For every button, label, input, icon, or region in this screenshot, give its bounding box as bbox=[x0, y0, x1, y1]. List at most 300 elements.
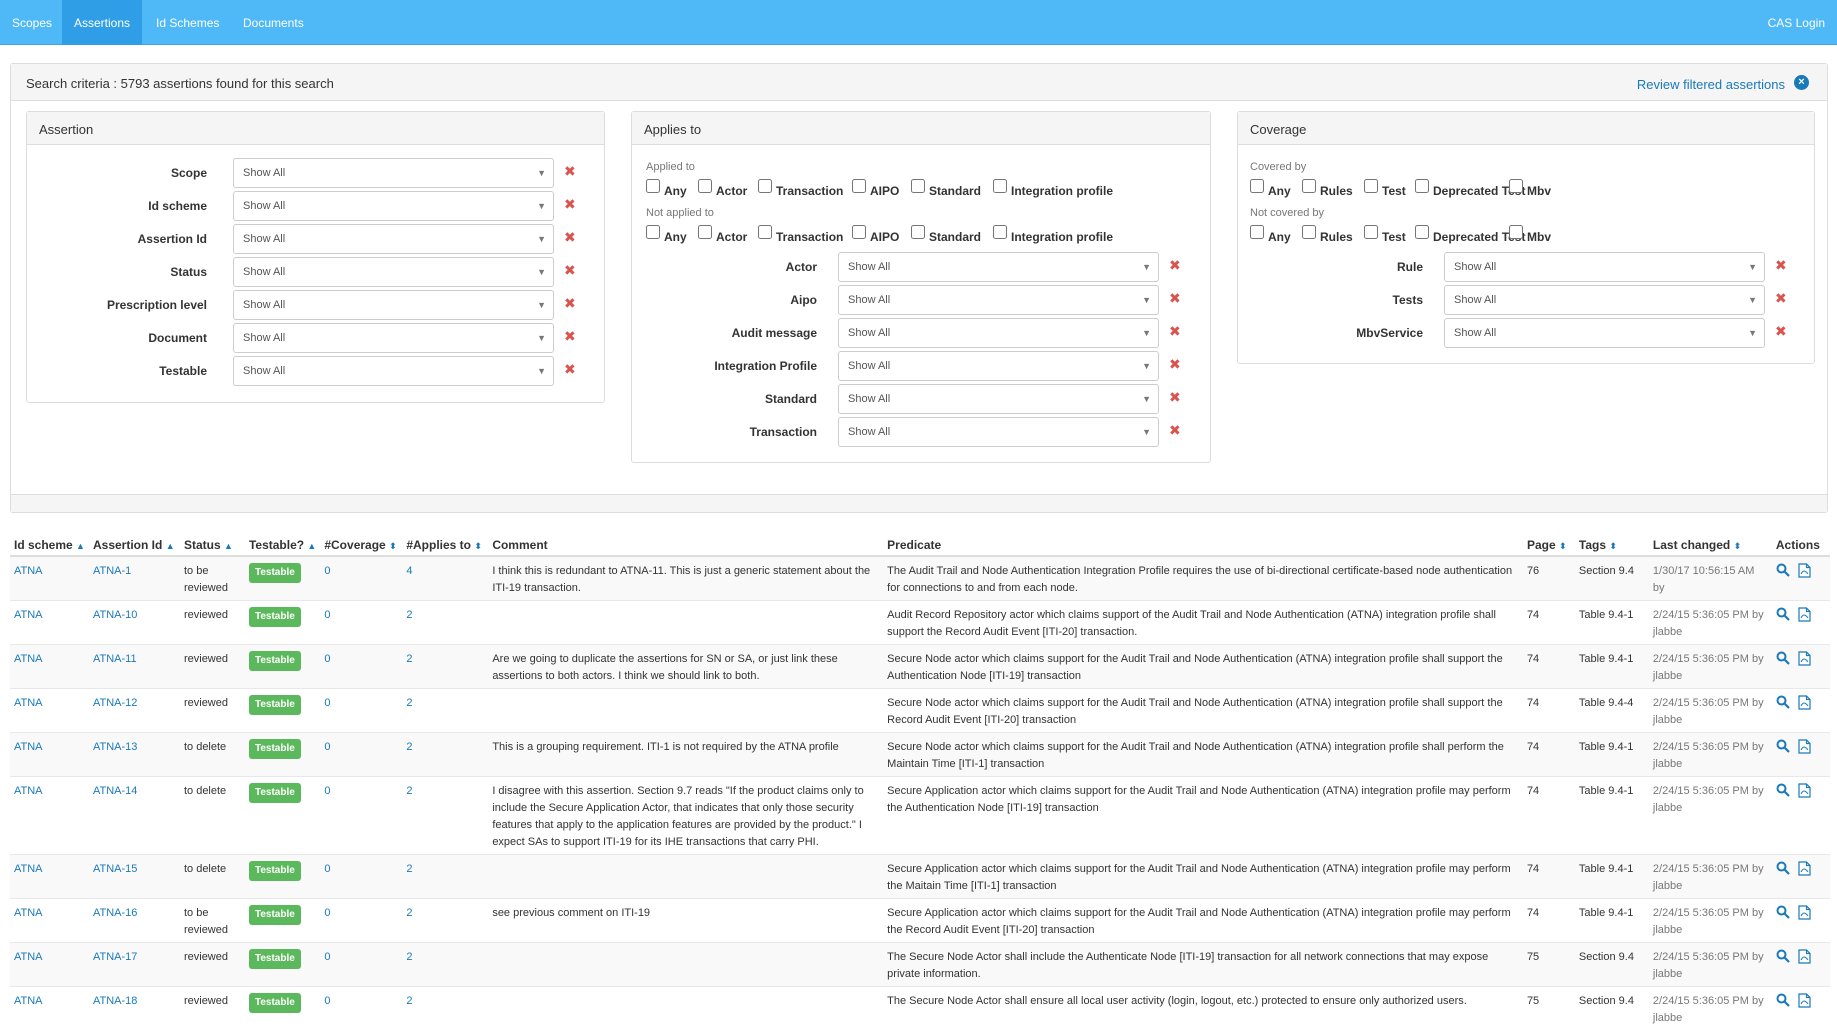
pdf-document-icon[interactable] bbox=[1798, 993, 1814, 1009]
checkbox-label: Actor bbox=[716, 230, 747, 244]
cell-id-scheme-link[interactable]: ATNA bbox=[14, 741, 43, 753]
table-cell bbox=[245, 987, 320, 1030]
view-search-icon[interactable] bbox=[1776, 563, 1792, 579]
checkbox-label: Rules bbox=[1320, 184, 1353, 198]
checkbox-input[interactable] bbox=[758, 179, 772, 193]
view-search-icon[interactable] bbox=[1776, 739, 1792, 755]
assertion-panel-title: Assertion bbox=[39, 122, 93, 137]
cell-status: reviewed bbox=[184, 951, 228, 963]
nav-scopes[interactable]: Scopes bbox=[0, 0, 64, 45]
checkbox-input[interactable] bbox=[852, 225, 866, 239]
cell-predicate: Secure Node actor which claims support for the Audit Trail and Node Authentication (ATNA) integration profile shall support the Record Audit Event [ITI-20] transaction bbox=[887, 697, 1503, 726]
cell-applies-link[interactable]: 2 bbox=[406, 697, 412, 709]
view-search-icon[interactable] bbox=[1776, 783, 1792, 799]
cell-tags: Table 9.4-4 bbox=[1579, 697, 1633, 709]
cell-assertion-id-link[interactable]: ATNA-10 bbox=[93, 609, 137, 621]
cell-page: 74 bbox=[1527, 697, 1539, 709]
clear-filter-icon[interactable]: ✖ bbox=[1775, 290, 1787, 307]
applies-to-filter-panel bbox=[631, 111, 1211, 463]
filter-select-document[interactable] bbox=[233, 323, 554, 353]
table-row bbox=[10, 899, 1830, 943]
clear-filter-icon[interactable]: ✖ bbox=[1169, 290, 1181, 307]
table-cell bbox=[488, 645, 883, 689]
sort-both-icon: ⬍ bbox=[1734, 541, 1742, 551]
cell-assertion-id-link[interactable]: ATNA-1 bbox=[93, 565, 131, 577]
table-cell bbox=[1649, 987, 1772, 1030]
table-cell bbox=[1649, 689, 1772, 733]
checkbox-input[interactable] bbox=[911, 225, 925, 239]
col-header-page[interactable]: Page ⬍ bbox=[1523, 532, 1575, 556]
table-cell bbox=[89, 689, 180, 733]
cell-last-changed: 2/24/15 5:36:05 PM by jlabbe bbox=[1653, 995, 1764, 1024]
col-header-testable[interactable]: Testable? ▲ bbox=[245, 532, 320, 556]
table-cell bbox=[180, 556, 245, 601]
table-cell bbox=[1575, 855, 1649, 899]
col-header-assertion-id[interactable]: Assertion Id ▲ bbox=[89, 532, 180, 556]
filter-label-id-scheme: Id scheme bbox=[37, 199, 207, 213]
cell-assertion-id-link[interactable]: ATNA-15 bbox=[93, 863, 137, 875]
checkbox-label: Any bbox=[1268, 184, 1291, 198]
cell-coverage-link[interactable]: 0 bbox=[324, 741, 330, 753]
filter-select-aipo[interactable] bbox=[838, 285, 1159, 315]
table-cell bbox=[1523, 689, 1575, 733]
filter-label-assertion-id: Assertion Id bbox=[37, 232, 207, 246]
filter-select-integration-profile[interactable] bbox=[838, 351, 1159, 381]
checkbox-label: Standard bbox=[929, 184, 981, 198]
checkbox-input[interactable] bbox=[1415, 179, 1429, 193]
cell-coverage-link[interactable]: 0 bbox=[324, 697, 330, 709]
pdf-document-icon[interactable] bbox=[1798, 695, 1814, 711]
cell-applies-link[interactable]: 2 bbox=[406, 995, 412, 1007]
chevron-down-icon: ▼ bbox=[1142, 385, 1151, 413]
clear-filter-icon[interactable]: ✖ bbox=[564, 361, 576, 378]
table-cell bbox=[1523, 943, 1575, 987]
filter-select-status[interactable] bbox=[233, 257, 554, 287]
table-cell bbox=[883, 855, 1523, 899]
filter-select-transaction[interactable] bbox=[838, 417, 1159, 447]
clear-filter-icon[interactable]: ✖ bbox=[1169, 257, 1181, 274]
checkbox-label: Test bbox=[1382, 184, 1406, 198]
testable-badge: Testable bbox=[249, 695, 301, 715]
checkbox-label: Mbv bbox=[1527, 184, 1551, 198]
cell-assertion-id-link[interactable]: ATNA-14 bbox=[93, 785, 137, 797]
cell-applies-link[interactable]: 2 bbox=[406, 863, 412, 875]
chevron-down-icon: ▼ bbox=[1748, 286, 1757, 314]
cell-assertion-id-link[interactable]: ATNA-16 bbox=[93, 907, 137, 919]
checkbox-input[interactable] bbox=[1250, 225, 1264, 239]
actions-cell bbox=[1772, 601, 1830, 645]
chevron-down-icon: ▼ bbox=[537, 159, 546, 187]
table-cell bbox=[10, 987, 89, 1030]
table-cell bbox=[245, 733, 320, 777]
cell-coverage-link[interactable]: 0 bbox=[324, 785, 330, 797]
table-cell bbox=[245, 855, 320, 899]
table-header-row bbox=[10, 532, 1830, 556]
table-cell bbox=[402, 987, 488, 1030]
select-value: Show All bbox=[243, 365, 285, 377]
checkbox-label: AIPO bbox=[870, 184, 899, 198]
clear-filter-icon[interactable]: ✖ bbox=[564, 295, 576, 312]
cell-id-scheme-link[interactable]: ATNA bbox=[14, 863, 43, 875]
cell-last-changed: 2/24/15 5:36:05 PM by jlabbe bbox=[1653, 653, 1764, 682]
table-cell bbox=[1523, 987, 1575, 1030]
cell-coverage-link[interactable]: 0 bbox=[324, 565, 330, 577]
table-row bbox=[10, 733, 1830, 777]
cell-applies-link[interactable]: 4 bbox=[406, 565, 412, 577]
review-filtered-assertions-link[interactable]: Review filtered assertions bbox=[1637, 77, 1785, 92]
table-cell bbox=[180, 855, 245, 899]
nav-id-schemes[interactable]: Id Schemes bbox=[144, 0, 231, 45]
applies-panel-title: Applies to bbox=[644, 122, 701, 137]
select-value: Show All bbox=[848, 294, 890, 306]
col-header-coverage[interactable]: #Coverage ⬍ bbox=[320, 532, 402, 556]
chevron-down-icon: ▼ bbox=[537, 192, 546, 220]
cell-tags: Section 9.4 bbox=[1579, 565, 1634, 577]
table-cell bbox=[488, 689, 883, 733]
select-value: Show All bbox=[1454, 327, 1496, 339]
table-cell bbox=[89, 645, 180, 689]
cell-comment: This is a grouping requirement. ITI-1 is not required by the ATNA profile bbox=[492, 741, 838, 753]
not-covered-by-label: Not covered by bbox=[1250, 207, 1324, 219]
clear-filter-icon[interactable]: ✖ bbox=[564, 262, 576, 279]
cell-coverage-link[interactable]: 0 bbox=[324, 951, 330, 963]
filter-label-mbvservice: MbvService bbox=[1248, 326, 1423, 340]
table-cell bbox=[10, 943, 89, 987]
assertion-filter-panel bbox=[26, 111, 605, 403]
filter-select-audit-message[interactable] bbox=[838, 318, 1159, 348]
clear-filter-icon[interactable]: ✖ bbox=[1169, 389, 1181, 406]
select-value: Show All bbox=[243, 233, 285, 245]
chevron-down-icon: ▼ bbox=[537, 225, 546, 253]
actions-cell bbox=[1772, 689, 1830, 733]
table-cell bbox=[1575, 689, 1649, 733]
checkbox-input[interactable] bbox=[698, 225, 712, 239]
checkbox-label: Any bbox=[1268, 230, 1291, 244]
testable-badge: Testable bbox=[249, 905, 301, 925]
checkbox-input[interactable] bbox=[993, 179, 1007, 193]
cell-applies-link[interactable]: 2 bbox=[406, 741, 412, 753]
col-header-predicate: Predicate bbox=[883, 532, 1523, 556]
table-cell bbox=[1649, 601, 1772, 645]
table-cell bbox=[402, 689, 488, 733]
table-cell bbox=[488, 987, 883, 1030]
checkbox-label: Any bbox=[664, 184, 687, 198]
cell-status: reviewed bbox=[184, 653, 228, 665]
filter-select-tests[interactable] bbox=[1444, 285, 1765, 315]
checkbox-input[interactable] bbox=[1364, 225, 1378, 239]
sort-asc-icon: ▲ bbox=[166, 541, 175, 551]
pdf-document-icon[interactable] bbox=[1798, 905, 1814, 921]
table-cell bbox=[180, 943, 245, 987]
chevron-down-icon: ▼ bbox=[1748, 319, 1757, 347]
cell-assertion-id-link[interactable]: ATNA-13 bbox=[93, 741, 137, 753]
select-value: Show All bbox=[243, 167, 285, 179]
table-row bbox=[10, 987, 1830, 1030]
chevron-down-icon: ▼ bbox=[1142, 352, 1151, 380]
table-cell bbox=[10, 556, 89, 601]
cell-id-scheme-link[interactable]: ATNA bbox=[14, 697, 43, 709]
view-search-icon[interactable] bbox=[1776, 905, 1792, 921]
close-circle-icon[interactable]: × bbox=[1794, 75, 1809, 90]
cell-id-scheme-link[interactable]: ATNA bbox=[14, 907, 43, 919]
checkbox-input[interactable] bbox=[1509, 225, 1523, 239]
pdf-document-icon[interactable] bbox=[1798, 949, 1814, 965]
table-cell bbox=[1649, 733, 1772, 777]
table-cell bbox=[89, 855, 180, 899]
cell-assertion-id-link[interactable]: ATNA-12 bbox=[93, 697, 137, 709]
table-cell bbox=[320, 855, 402, 899]
cell-tags: Section 9.4 bbox=[1579, 995, 1634, 1007]
checkbox-input[interactable] bbox=[852, 179, 866, 193]
checkbox-input[interactable] bbox=[758, 225, 772, 239]
filter-label-actor: Actor bbox=[642, 260, 817, 274]
checkbox-input[interactable] bbox=[1302, 225, 1316, 239]
cell-status: reviewed bbox=[184, 995, 228, 1007]
cas-login-link[interactable]: CAS Login bbox=[1760, 0, 1833, 45]
cell-page: 74 bbox=[1527, 653, 1539, 665]
cell-page: 74 bbox=[1527, 907, 1539, 919]
cell-coverage-link[interactable]: 0 bbox=[324, 907, 330, 919]
actions-cell bbox=[1772, 556, 1830, 601]
filter-select-rule[interactable] bbox=[1444, 252, 1765, 282]
table-cell bbox=[402, 645, 488, 689]
table-cell bbox=[89, 899, 180, 943]
filter-label-status: Status bbox=[37, 265, 207, 279]
filter-select-actor[interactable] bbox=[838, 252, 1159, 282]
checkbox-input[interactable] bbox=[1364, 179, 1378, 193]
cell-page: 75 bbox=[1527, 995, 1539, 1007]
col-header-comment: Comment bbox=[488, 532, 883, 556]
filter-label-audit-message: Audit message bbox=[642, 326, 817, 340]
pdf-document-icon[interactable] bbox=[1798, 783, 1814, 799]
cell-id-scheme-link[interactable]: ATNA bbox=[14, 609, 43, 621]
table-cell bbox=[320, 556, 402, 601]
checkbox-input[interactable] bbox=[646, 225, 660, 239]
clear-filter-icon[interactable]: ✖ bbox=[564, 196, 576, 213]
actions-cell bbox=[1772, 777, 1830, 855]
pdf-document-icon[interactable] bbox=[1798, 651, 1814, 667]
cell-applies-link[interactable]: 2 bbox=[406, 907, 412, 919]
chevron-down-icon: ▼ bbox=[537, 357, 546, 385]
filter-select-testable[interactable] bbox=[233, 356, 554, 386]
filter-select-id-scheme[interactable] bbox=[233, 191, 554, 221]
checkbox-input[interactable] bbox=[646, 179, 660, 193]
filter-select-prescription-level[interactable] bbox=[233, 290, 554, 320]
table-cell bbox=[89, 777, 180, 855]
cell-page: 74 bbox=[1527, 741, 1539, 753]
pdf-document-icon[interactable] bbox=[1798, 607, 1814, 623]
cell-last-changed: 2/24/15 5:36:05 PM by jlabbe bbox=[1653, 863, 1764, 892]
table-cell bbox=[402, 556, 488, 601]
col-header-actions: Actions bbox=[1772, 532, 1830, 556]
table-cell bbox=[1649, 855, 1772, 899]
cell-id-scheme-link[interactable]: ATNA bbox=[14, 785, 43, 797]
table-cell bbox=[320, 943, 402, 987]
clear-filter-icon[interactable]: ✖ bbox=[1169, 356, 1181, 373]
filter-select-mbvservice[interactable] bbox=[1444, 318, 1765, 348]
applied-to-label: Applied to bbox=[646, 161, 695, 173]
cell-id-scheme-link[interactable]: ATNA bbox=[14, 995, 43, 1007]
filter-select-standard[interactable] bbox=[838, 384, 1159, 414]
filter-select-assertion-id[interactable] bbox=[233, 224, 554, 254]
table-cell bbox=[883, 733, 1523, 777]
view-search-icon[interactable] bbox=[1776, 695, 1792, 711]
table-cell bbox=[10, 777, 89, 855]
checkbox-input[interactable] bbox=[911, 179, 925, 193]
filter-label-aipo: Aipo bbox=[642, 293, 817, 307]
checkbox-input[interactable] bbox=[993, 225, 1007, 239]
select-value: Show All bbox=[243, 200, 285, 212]
cell-applies-link[interactable]: 2 bbox=[406, 653, 412, 665]
table-cell bbox=[402, 777, 488, 855]
cell-predicate: Secure Node actor which claims support for the Audit Trail and Node Authentication (ATNA) integration profile shall support the Authentication Node [ITI-19] transaction bbox=[887, 653, 1503, 682]
cell-assertion-id-link[interactable]: ATNA-18 bbox=[93, 995, 137, 1007]
checkbox-input[interactable] bbox=[698, 179, 712, 193]
view-search-icon[interactable] bbox=[1776, 607, 1792, 623]
cell-id-scheme-link[interactable]: ATNA bbox=[14, 951, 43, 963]
filter-label-standard: Standard bbox=[642, 392, 817, 406]
select-value: Show All bbox=[243, 299, 285, 311]
assertion-panel-header bbox=[27, 112, 604, 145]
checkbox-input[interactable] bbox=[1509, 179, 1523, 193]
table-cell bbox=[488, 556, 883, 601]
chevron-down-icon: ▼ bbox=[537, 291, 546, 319]
cell-last-changed: 2/24/15 5:36:05 PM by jlabbe bbox=[1653, 785, 1764, 814]
cell-last-changed: 2/24/15 5:36:05 PM by jlabbe bbox=[1653, 907, 1764, 936]
cell-coverage-link[interactable]: 0 bbox=[324, 995, 330, 1007]
cell-coverage-link[interactable]: 0 bbox=[324, 653, 330, 665]
cell-coverage-link[interactable]: 0 bbox=[324, 863, 330, 875]
checkbox-label: Any bbox=[664, 230, 687, 244]
table-cell bbox=[10, 899, 89, 943]
table-cell bbox=[1575, 987, 1649, 1030]
view-search-icon[interactable] bbox=[1776, 861, 1792, 877]
col-header-tags[interactable]: Tags ⬍ bbox=[1575, 532, 1649, 556]
table-cell bbox=[89, 556, 180, 601]
view-search-icon[interactable] bbox=[1776, 651, 1792, 667]
cell-applies-link[interactable]: 2 bbox=[406, 785, 412, 797]
cell-id-scheme-link[interactable]: ATNA bbox=[14, 653, 43, 665]
chevron-down-icon: ▼ bbox=[1748, 253, 1757, 281]
table-cell bbox=[320, 987, 402, 1030]
actions-cell bbox=[1772, 733, 1830, 777]
select-value: Show All bbox=[243, 332, 285, 344]
nav-assertions[interactable]: Assertions bbox=[62, 0, 142, 45]
view-search-icon[interactable] bbox=[1776, 993, 1792, 1009]
table-cell bbox=[180, 689, 245, 733]
cell-comment: I think this is redundant to ATNA-11. This is just a generic statement about the ITI-19 transaction. bbox=[492, 565, 870, 594]
table-cell bbox=[883, 777, 1523, 855]
table-cell bbox=[402, 601, 488, 645]
chevron-down-icon: ▼ bbox=[1142, 319, 1151, 347]
clear-filter-icon[interactable]: ✖ bbox=[1775, 257, 1787, 274]
actions-cell bbox=[1772, 987, 1830, 1030]
actions-cell bbox=[1772, 899, 1830, 943]
cell-page: 75 bbox=[1527, 951, 1539, 963]
filter-label-scope: Scope bbox=[37, 166, 207, 180]
clear-filter-icon[interactable]: ✖ bbox=[1169, 422, 1181, 439]
clear-filter-icon[interactable]: ✖ bbox=[564, 229, 576, 246]
view-search-icon[interactable] bbox=[1776, 949, 1792, 965]
cell-last-changed: 1/30/17 10:56:15 AM by bbox=[1653, 565, 1755, 594]
col-header-last-changed[interactable]: Last changed ⬍ bbox=[1649, 532, 1772, 556]
cell-assertion-id-link[interactable]: ATNA-17 bbox=[93, 951, 137, 963]
cell-applies-link[interactable]: 2 bbox=[406, 609, 412, 621]
clear-filter-icon[interactable]: ✖ bbox=[564, 328, 576, 345]
pdf-document-icon[interactable] bbox=[1798, 739, 1814, 755]
table-cell bbox=[320, 733, 402, 777]
table-cell bbox=[10, 689, 89, 733]
select-value: Show All bbox=[848, 426, 890, 438]
cell-tags: Table 9.4-1 bbox=[1579, 741, 1633, 753]
cell-comment: see previous comment on ITI-19 bbox=[492, 907, 650, 919]
filter-label-integration-profile: Integration Profile bbox=[642, 359, 817, 373]
table-cell bbox=[245, 899, 320, 943]
table-cell bbox=[402, 733, 488, 777]
checkbox-label: Integration profile bbox=[1011, 230, 1113, 244]
search-criteria-panel bbox=[10, 63, 1828, 513]
pdf-document-icon[interactable] bbox=[1798, 861, 1814, 877]
table-cell bbox=[488, 733, 883, 777]
checkbox-label: Actor bbox=[716, 184, 747, 198]
cell-id-scheme-link[interactable]: ATNA bbox=[14, 565, 43, 577]
cell-predicate: Secure Application actor which claims support for the Audit Trail and Node Authentication (ATNA) integration profile may perform the Maitain Time [ITI-1] transaction bbox=[887, 863, 1510, 892]
checkbox-input[interactable] bbox=[1415, 225, 1429, 239]
clear-filter-icon[interactable]: ✖ bbox=[1775, 323, 1787, 340]
cell-last-changed: 2/24/15 5:36:05 PM by jlabbe bbox=[1653, 697, 1764, 726]
table-cell bbox=[10, 601, 89, 645]
table-cell bbox=[180, 899, 245, 943]
checkbox-label: Deprecated Test bbox=[1433, 184, 1525, 198]
checkbox-label: Rules bbox=[1320, 230, 1353, 244]
sort-asc-icon: ▲ bbox=[224, 541, 233, 551]
cell-page: 76 bbox=[1527, 565, 1539, 577]
search-panel-footer bbox=[11, 494, 1827, 512]
checkbox-label: Mbv bbox=[1527, 230, 1551, 244]
table-cell bbox=[320, 777, 402, 855]
table-cell bbox=[883, 899, 1523, 943]
table-cell bbox=[180, 777, 245, 855]
select-value: Show All bbox=[1454, 294, 1496, 306]
table-cell bbox=[1575, 777, 1649, 855]
nav-documents[interactable]: Documents bbox=[231, 0, 316, 45]
col-header-status[interactable]: Status ▲ bbox=[180, 532, 245, 556]
cell-applies-link[interactable]: 2 bbox=[406, 951, 412, 963]
cell-status: to be reviewed bbox=[184, 565, 228, 594]
table-cell bbox=[89, 733, 180, 777]
table-cell bbox=[10, 855, 89, 899]
clear-filter-icon[interactable]: ✖ bbox=[564, 163, 576, 180]
pdf-document-icon[interactable] bbox=[1798, 563, 1814, 579]
select-value: Show All bbox=[848, 393, 890, 405]
table-cell bbox=[1523, 733, 1575, 777]
cell-coverage-link[interactable]: 0 bbox=[324, 609, 330, 621]
assertions-table bbox=[10, 532, 1830, 1030]
table-cell bbox=[245, 601, 320, 645]
table-row bbox=[10, 645, 1830, 689]
table-row bbox=[10, 777, 1830, 855]
cell-status: reviewed bbox=[184, 609, 228, 621]
checkbox-input[interactable] bbox=[1250, 179, 1264, 193]
table-cell bbox=[1575, 899, 1649, 943]
cell-assertion-id-link[interactable]: ATNA-11 bbox=[93, 653, 137, 665]
clear-filter-icon[interactable]: ✖ bbox=[1169, 323, 1181, 340]
col-header-id-scheme[interactable]: Id scheme ▲ bbox=[10, 532, 89, 556]
actions-cell bbox=[1772, 855, 1830, 899]
filter-select-scope[interactable] bbox=[233, 158, 554, 188]
col-header-applies-to[interactable]: #Applies to ⬍ bbox=[402, 532, 488, 556]
checkbox-input[interactable] bbox=[1302, 179, 1316, 193]
